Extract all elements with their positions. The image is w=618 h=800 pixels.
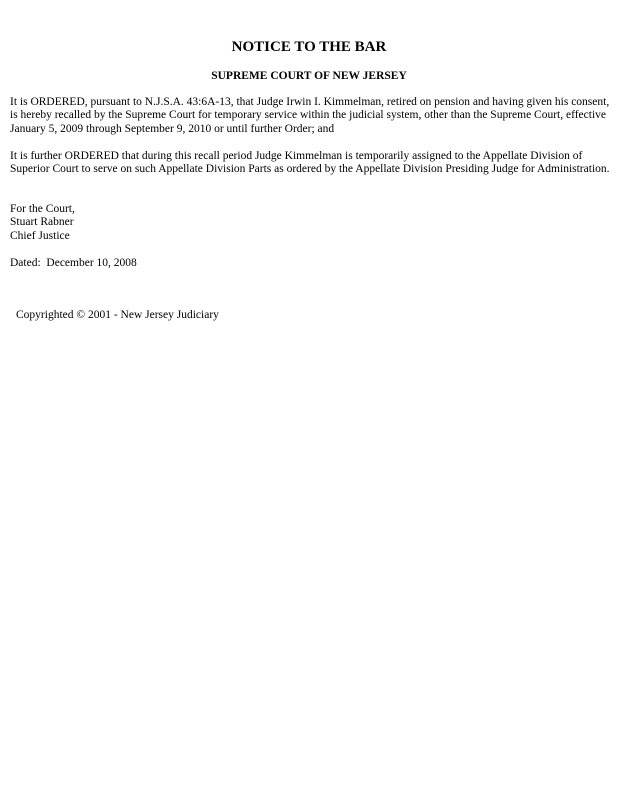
signature-for-the-court: For the Court, <box>10 203 75 215</box>
order-paragraph-assignment: It is further ORDERED that during this recall period Judge Kimmelman is temporarily assigned to the Appellate Division of Superior Court to serve on such Appellate Division Parts as ordered by the Appellate Division Presiding Judge for Administration. <box>10 150 610 176</box>
copyright-notice: Copyrighted © 2001 - New Jersey Judiciary <box>16 309 219 321</box>
document-title: NOTICE TO THE BAR <box>231 39 387 55</box>
signature-title: Chief Justice <box>10 229 70 242</box>
signature-block <box>10 203 75 243</box>
dated-line: Dated: December 10, 2008 <box>10 257 137 269</box>
order-paragraph-recall: It is ORDERED, pursuant to N.J.S.A. 43:6A-13, that Judge Irwin I. Kimmelman, retired on pension and having given his consent, is hereby recalled by the Supreme Court for temporary service within the judicial system, other than the Supreme Court, effective January 5, 2009 through September 9, 2010 or until further Order; and <box>10 96 610 135</box>
signature-name: Stuart Rabner <box>10 216 74 229</box>
court-name: SUPREME COURT OF NEW JERSEY <box>211 70 407 82</box>
